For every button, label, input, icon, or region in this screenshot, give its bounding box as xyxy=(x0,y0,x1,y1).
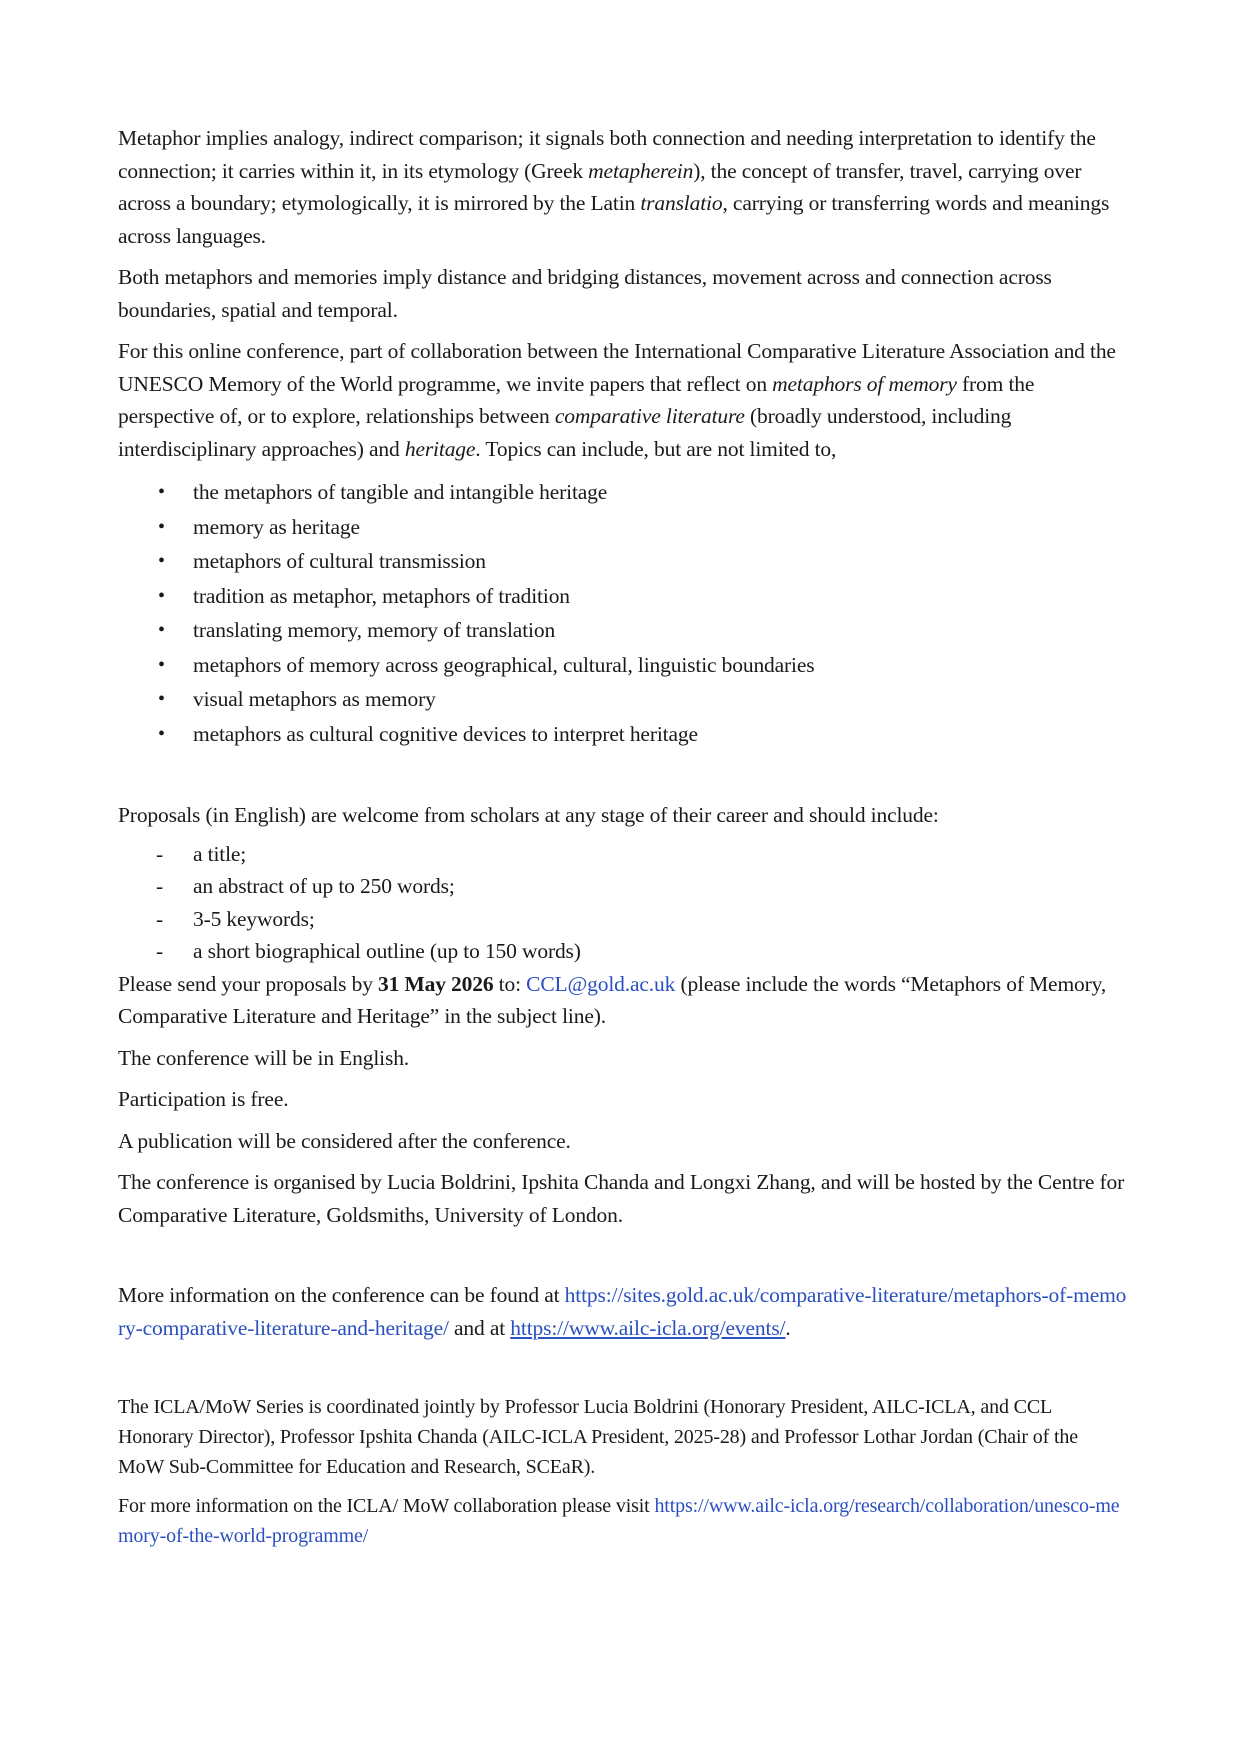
text-run: For this online conference, part of collaboration between the International Comparative Literature Association and the UNESCO Memory of the World programme, we invite papers that reflect on xyxy=(118,339,1116,396)
text-run: (please include the words “Metaphors of Memory, Comparative Literature and Heritage” in the subject line). xyxy=(118,971,1107,1028)
icla-events-link[interactable]: https://www.ailc-icla.org/events/ xyxy=(510,1315,786,1340)
requirement-text: a short biographical outline (up to 150 words) xyxy=(193,939,581,963)
text-run: Please send your proposals by xyxy=(118,971,379,996)
text-run: . Topics can include, but are not limited to, xyxy=(475,436,837,461)
collaboration-link[interactable]: https://www.ailc-icla.org/research/collaboration/unesco-memory-of-the-world-programme/ xyxy=(118,1495,1120,1547)
fee-note: Participation is free. xyxy=(118,1087,289,1111)
text-run: More information on the conference can be found at xyxy=(118,1283,565,1307)
submission-instructions xyxy=(118,968,1128,1033)
bullet-icon: • xyxy=(158,550,165,572)
deadline-date: 31 May 2026 xyxy=(378,971,494,996)
italic-term: heritage xyxy=(404,436,476,461)
list-item xyxy=(118,838,1128,871)
topic-text: metaphors as cultural cognitive devices to interpret heritage xyxy=(193,721,698,746)
text-run: Metaphor implies analogy, indirect comparison; it signals both connection and needing interpretation to identify the connection; it carries within it, in its etymology (Greek xyxy=(118,126,1096,183)
text-run: to: xyxy=(493,971,527,996)
dash-icon: - xyxy=(156,939,164,963)
dash-icon: - xyxy=(156,841,164,866)
proposal-requirements-list xyxy=(118,838,1128,968)
requirement-text: a title; xyxy=(193,841,247,866)
intro-paragraph-metaphor xyxy=(118,122,1128,252)
topic-text: metaphors of cultural transmission xyxy=(193,549,486,573)
email-link[interactable]: CCL@gold.ac.uk xyxy=(526,971,676,996)
series-coordination: The ICLA/MoW Series is coordinated jointly by Professor Lucia Boldrini (Honorary President, AILC-ICLA, and CCL Honorary Director), Professor Ipshita Chanda (AILC-ICLA President, 2025-28) and Professor Lothar Jordan (Chair of the MoW Sub-Committee for Education and Research, SCEaR). xyxy=(118,1396,1078,1478)
topic-text: memory as heritage xyxy=(193,514,360,539)
list-item xyxy=(118,475,1128,510)
text-run: . xyxy=(785,1315,791,1340)
bullet-icon: • xyxy=(158,515,165,538)
topics-list xyxy=(118,475,1128,751)
italic-term: metaphors of memory xyxy=(772,371,957,396)
text-run: and at xyxy=(448,1315,511,1340)
list-item xyxy=(118,648,1128,683)
bullet-icon: • xyxy=(158,653,165,676)
bullet-icon: • xyxy=(158,688,165,710)
topic-text: visual metaphors as memory xyxy=(193,687,436,711)
bullet-icon: • xyxy=(158,619,165,641)
bullet-icon: • xyxy=(158,584,165,607)
italic-term: translatio xyxy=(640,191,723,215)
more-info-paragraph xyxy=(118,1279,1128,1344)
topic-text: tradition as metaphor, metaphors of tradition xyxy=(193,583,570,608)
list-item xyxy=(118,903,1128,936)
text-run: For more information on the ICLA/ MoW collaboration please visit xyxy=(118,1495,655,1517)
list-item xyxy=(118,682,1128,717)
series-section xyxy=(118,1392,1128,1551)
list-item xyxy=(118,544,1128,579)
conference-page-link[interactable]: https://sites.gold.ac.uk/comparative-literature/metaphors-of-memory-comparative-literature-and-heritage/ xyxy=(118,1283,1127,1340)
text-run: from the perspective of, or to explore, relationships between xyxy=(118,371,1035,428)
requirement-text: an abstract of up to 250 words; xyxy=(193,874,455,898)
publication-note: A publication will be considered after the conference. xyxy=(118,1128,571,1153)
document-page xyxy=(118,122,1128,1551)
italic-term: metapherein xyxy=(588,158,694,183)
requirement-text: 3-5 keywords; xyxy=(193,906,315,931)
bullet-icon: • xyxy=(158,722,165,745)
organisers-note: The conference is organised by Lucia Boldrini, Ipshita Chanda and Longxi Zhang, and will be hosted by the Centre for Comparative Literature, Goldsmiths, University of London. xyxy=(118,1170,1125,1227)
intro-paragraph-distance: Both metaphors and memories imply distance and bridging distances, movement across and connection across boundaries, spatial and temporal. xyxy=(118,265,1052,322)
list-item xyxy=(118,579,1128,614)
text-run: (broadly understood, including interdisciplinary approaches) and xyxy=(118,404,1012,461)
topic-text: translating memory, memory of translation xyxy=(193,618,556,642)
collaboration-info xyxy=(118,1491,1128,1551)
italic-term: comparative literature xyxy=(554,404,745,428)
intro-paragraph-call xyxy=(118,335,1128,465)
proposals-intro: Proposals (in English) are welcome from scholars at any stage of their career and should include: xyxy=(118,803,939,827)
topic-text: the metaphors of tangible and intangible heritage xyxy=(193,480,608,504)
topic-text: metaphors of memory across geographical, cultural, linguistic boundaries xyxy=(193,652,815,677)
dash-icon: - xyxy=(156,906,164,931)
text-run: , carrying or transferring words and meanings across languages. xyxy=(118,191,1110,248)
text-run: ), the concept of transfer, travel, carrying over across a boundary; etymologically, it is mirrored by the Latin xyxy=(118,158,1082,215)
list-item xyxy=(118,935,1128,968)
list-item xyxy=(118,613,1128,648)
bullet-icon: • xyxy=(158,481,165,503)
list-item xyxy=(118,870,1128,903)
dash-icon: - xyxy=(156,874,164,898)
language-note: The conference will be in English. xyxy=(118,1045,410,1070)
list-item xyxy=(118,510,1128,545)
list-item xyxy=(118,717,1128,752)
